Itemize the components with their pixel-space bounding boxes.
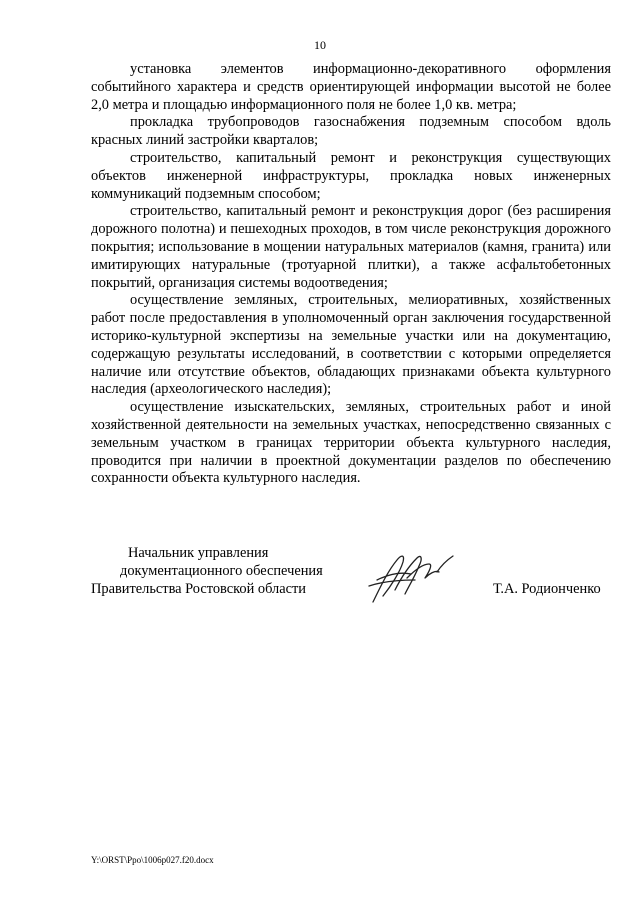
document-body <box>91 61 611 488</box>
position-line-3: Правительства Ростовской области <box>91 581 306 597</box>
paragraph-gas-pipelines: прокладка трубопроводов газоснабжения подземным способом вдоль красных линий застройки кварталов; <box>91 114 611 149</box>
page-number: 10 <box>314 38 326 52</box>
signatory-name: Т.А. Родионченко <box>493 581 601 597</box>
handwritten-signature <box>367 550 457 608</box>
file-path-footer: Y:\ORST\Ppo\1006p027.f20.docx <box>91 855 214 865</box>
paragraph-earthworks-expertise: осуществление земляных, строительных, мелиоративных, хозяйственных работ после предоставления в уполномоченный орган заключения государственной историко-культурной экспертизы на земельные участки или на документацию, содержащую результаты исследований, в соответствии с которыми определяется наличие или отсутствие объектов, обладающих признаками объекта культурного наследия (археологического наследия); <box>91 292 611 398</box>
position-line-1: Начальник управления <box>128 545 269 561</box>
signatory-position <box>91 544 351 598</box>
signature-block <box>91 544 621 614</box>
position-line-2: документационного обеспечения <box>120 563 323 579</box>
paragraph-engineering-infrastructure: строительство, капитальный ремонт и реконструкция существующих объектов инженерной инфраструктуры, прокладка новых инженерных коммуникаций подземным способом; <box>91 149 611 202</box>
paragraph-survey-works: осуществление изыскательских, земляных, строительных работ и иной хозяйственной деятельности на земельных участках, непосредственно связанных с земельным участком в границах территории объекта культурного наследия, проводится при наличии в проектной документации разделов по обеспечению сохранности объекта культурного наследия. <box>91 399 611 487</box>
paragraph-decorative-elements: установка элементов информационно-декоративного оформления событийного характера и средств ориентирующей информации высотой не более 2,0 метра и площадью информационного поля не более 1,0 кв. метра; <box>91 61 611 113</box>
paragraph-roads: строительство, капитальный ремонт и реконструкция дорог (без расширения дорожного полотна) и пешеходных проходов, в том числе реконструкция дорожного покрытия; использование в мощении натуральных материалов (камня, гранита) или имитирующих натуральные (тротуарной плитки), а также асфальтобетонных покрытий, организация системы водоотведения; <box>91 203 611 291</box>
